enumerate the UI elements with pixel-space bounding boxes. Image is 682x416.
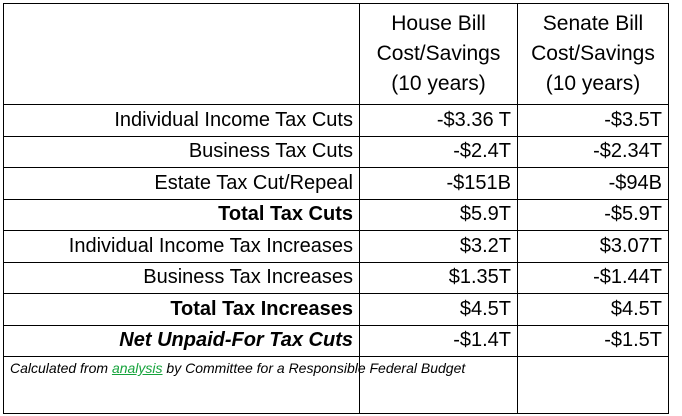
header-row: [4, 4, 669, 105]
table-row-net-unpaid-for-tax-cuts: [4, 325, 669, 357]
house-value: $3.2T: [360, 231, 518, 263]
table-row-individual-income-tax-increases: [4, 231, 669, 263]
house-value: -$1.4T: [360, 325, 518, 357]
footnote-empty-cell-senate: [518, 357, 669, 414]
row-label: Net Unpaid-For Tax Cuts: [4, 325, 360, 357]
senate-header-line2: Cost/Savings: [531, 42, 655, 65]
senate-value: -$94B: [518, 168, 669, 200]
senate-value: -$1.5T: [518, 325, 669, 357]
senate-value: $3.07T: [518, 231, 669, 263]
table-row-estate-tax-cut-repeal: [4, 168, 669, 200]
house-value: -$3.36 T: [360, 105, 518, 137]
row-label: Business Tax Cuts: [4, 136, 360, 168]
house-value: $4.5T: [360, 294, 518, 326]
house-value: $5.9T: [360, 199, 518, 231]
row-label: Individual Income Tax Increases: [4, 231, 360, 263]
row-label: Individual Income Tax Cuts: [4, 105, 360, 137]
senate-header-line1: Senate Bill: [542, 12, 644, 35]
house-header-line1: House Bill: [391, 12, 486, 35]
row-label: Estate Tax Cut/Repeal: [4, 168, 360, 200]
senate-value: -$3.5T: [518, 105, 669, 137]
senate-value: -$2.34T: [518, 136, 669, 168]
row-label: Business Tax Increases: [4, 262, 360, 294]
header-blank-cell: [4, 4, 360, 105]
tax-comparison-table: [3, 3, 669, 414]
table-row-business-tax-cuts: [4, 136, 669, 168]
house-header-line2: Cost/Savings: [376, 42, 501, 65]
house-bill-header: [360, 4, 518, 105]
senate-value: $4.5T: [518, 294, 669, 326]
footnote-text-after: by Committee for a Responsible Federal Budget: [162, 360, 466, 376]
table-row-individual-income-tax-cuts: [4, 105, 669, 137]
senate-bill-header: [518, 4, 669, 105]
house-value: $1.35T: [360, 262, 518, 294]
house-value: -$2.4T: [360, 136, 518, 168]
senate-value: -$1.44T: [518, 262, 669, 294]
senate-header-line3: (10 years): [545, 72, 641, 95]
footnote-cell: [4, 357, 466, 414]
table-row-total-tax-cuts: [4, 199, 669, 231]
analysis-link[interactable]: analysis: [111, 360, 163, 376]
footnote-text-before: Calculated from: [10, 360, 112, 376]
table-row-total-tax-increases: [4, 294, 669, 326]
house-value: -$151B: [360, 168, 518, 200]
row-label: Total Tax Increases: [4, 294, 360, 326]
row-label: Total Tax Cuts: [4, 199, 360, 231]
footnote-row: [4, 357, 669, 414]
senate-value: -$5.9T: [518, 199, 669, 231]
table-row-business-tax-increases: [4, 262, 669, 294]
house-header-line3: (10 years): [391, 72, 486, 95]
